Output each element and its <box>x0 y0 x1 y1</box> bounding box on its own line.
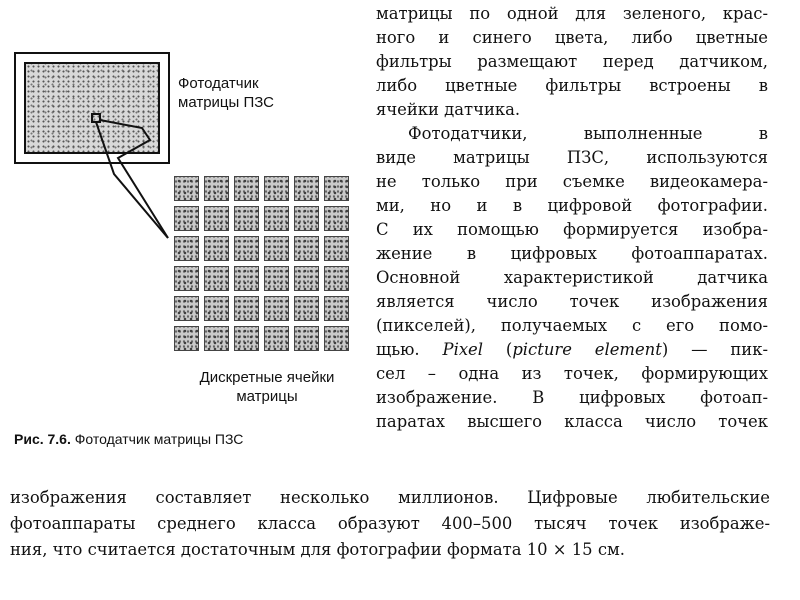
sensor-label: Фотодатчик матрицы ПЗС <box>178 75 274 111</box>
matrix-cell <box>324 236 349 261</box>
matrix-cell <box>294 266 319 291</box>
term-pixel: Pixel <box>442 340 484 359</box>
figure-number: Рис. 7.6. <box>14 431 71 447</box>
text-line: изображения составляет несколько миллионов. Цифровые любительские <box>10 488 770 507</box>
cells-label: Дискретные ячейки матрицы <box>199 369 335 405</box>
matrix-cell <box>204 236 229 261</box>
text-line: виде матрицы ПЗС, используются <box>376 148 768 167</box>
matrix-cell <box>324 266 349 291</box>
matrix-cell <box>264 296 289 321</box>
matrix-cell <box>234 266 259 291</box>
text-line: С их помощью формируется изобра- <box>376 220 768 239</box>
text-line: (пикселей), получаемых с его помо- <box>376 316 768 335</box>
text-line: не только при съемке видеокамера- <box>376 172 768 191</box>
matrix-cell <box>234 326 259 351</box>
matrix-cell <box>174 236 199 261</box>
matrix-cell <box>204 266 229 291</box>
matrix-cell <box>264 206 289 231</box>
text-line: фотоаппараты среднего класса образуют 400–500 тысяч точек изображе- <box>10 514 770 533</box>
matrix-cell <box>324 296 349 321</box>
matrix-cell <box>234 176 259 201</box>
text-line: ми, но и в цифровой фотографии. <box>376 196 768 215</box>
matrix-cell <box>204 326 229 351</box>
text-line: Фотодатчики, выполненные в <box>408 124 768 143</box>
text-line: матрицы по одной для зеленого, крас- <box>376 4 768 23</box>
figure-title: Фотодатчик матрицы ПЗС <box>70 431 244 447</box>
matrix-cell <box>294 206 319 231</box>
matrix-cell <box>174 296 199 321</box>
matrix-cell <box>294 176 319 201</box>
matrix-cell <box>174 206 199 231</box>
matrix-cell <box>294 236 319 261</box>
text-line: ния, что считается достаточным для фотографии формата 10 × 15 см. <box>10 540 625 559</box>
text-line: паратах высшего класса число точек <box>376 412 768 431</box>
matrix-cell <box>174 176 199 201</box>
ccd-sensor-figure <box>0 0 370 470</box>
discrete-cells-grid <box>174 176 349 351</box>
matrix-cell <box>264 266 289 291</box>
body-text-right-column <box>376 2 768 434</box>
text-line: ного и синего цвета, либо цветные <box>376 28 768 47</box>
text-line: ячейки датчика. <box>376 100 521 119</box>
zoom-region-marker <box>92 114 100 122</box>
matrix-cell <box>234 296 259 321</box>
text-line: изображение. В цифровых фотоап- <box>376 388 768 407</box>
text-line: жение в цифровых фотоаппаратах. <box>376 244 768 263</box>
matrix-cell <box>234 206 259 231</box>
text-line: либо цветные фильтры встроены в <box>376 76 768 95</box>
body-text-bottom <box>10 485 770 563</box>
matrix-cell <box>324 176 349 201</box>
text-line-pixel-definition: щью. Pixel (picture element) — пик- <box>376 340 768 359</box>
matrix-cell <box>324 326 349 351</box>
matrix-cell <box>264 326 289 351</box>
matrix-cell <box>264 236 289 261</box>
text-line: сел – одна из точек, формирующих <box>376 364 768 383</box>
matrix-cell <box>174 266 199 291</box>
matrix-cell <box>174 326 199 351</box>
text-line: является число точек изображения <box>376 292 768 311</box>
figure-caption <box>14 430 243 449</box>
text-line: фильтры размещают перед датчиком, <box>376 52 768 71</box>
matrix-cell <box>234 236 259 261</box>
matrix-cell <box>294 326 319 351</box>
matrix-cell <box>324 206 349 231</box>
matrix-cell <box>204 176 229 201</box>
text-line: Основной характеристикой датчика <box>376 268 768 287</box>
matrix-cell <box>294 296 319 321</box>
term-picture-element: picture element <box>512 340 662 359</box>
matrix-cell <box>204 206 229 231</box>
matrix-cell <box>204 296 229 321</box>
matrix-cell <box>264 176 289 201</box>
